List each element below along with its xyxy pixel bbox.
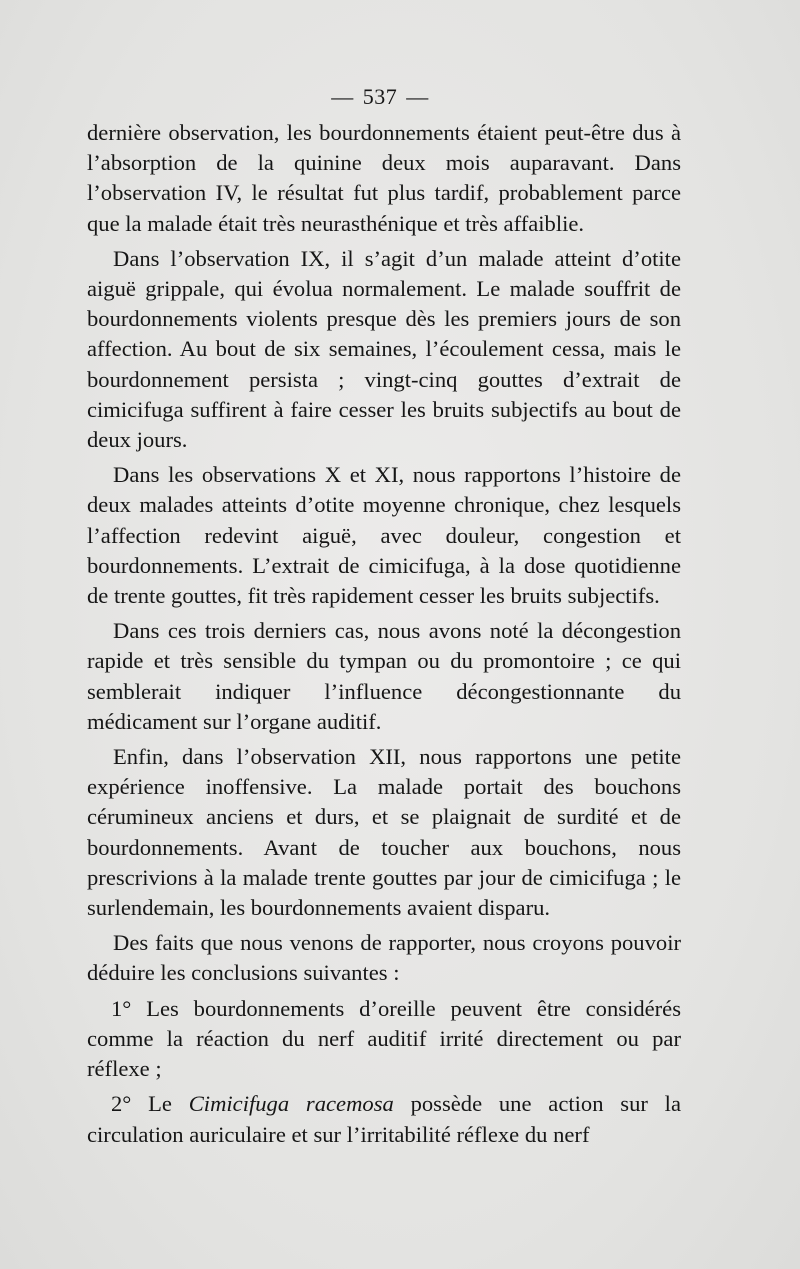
- species-name: Cimicifuga racemosa: [188, 1091, 394, 1117]
- paragraph-three-cases: Dans ces trois derniers cas, nous avons noté la décongestion rapide et très sensible du tympan ou du promontoire ; ce qui semblerait indiquer l’influence décongestionnante du médicament sur l’organe auditif.: [87, 618, 681, 734]
- conclusion-item-2-suffix: possède une action sur la circulation auriculaire et sur l’irritabilité réflexe du nerf: [87, 1091, 681, 1147]
- body-text: [87, 118, 681, 1150]
- page-number: — 537 —: [331, 84, 429, 109]
- conclusion-item-2-prefix: 2° Le: [111, 1091, 189, 1117]
- paragraph-observation-ix: Dans l’observation IX, il s’agit d’un malade atteint d’otite aiguë grippale, qui évolua normalement. Le malade souffrit de bourdonnements violents presque dès les premiers jours de son affection. Au bout de six semaines, l’écoulement cessa, mais le bourdonnement persista ; vingt-cinq gouttes d’extrait de cimicifuga suffirent à faire cesser les bruits subjectifs au bout de deux jours.: [87, 245, 681, 453]
- conclusion-item-1: 1° Les bourdonnements d’oreille peuvent être considérés comme la réaction du nerf auditif irrité directement ou par réflexe ;: [87, 995, 681, 1082]
- conclusion-item-2: [87, 1089, 681, 1149]
- paragraph-continuation: dernière observation, les bourdonnements étaient peut-être dus à l’absorption de la quinine deux mois auparavant. Dans l’observation IV, le résultat fut plus tardif, probablement parce que la malade était très neurasthénique et très affaiblie.: [87, 120, 681, 236]
- paragraph-observations-x-xi: Dans les observations X et XI, nous rapportons l’histoire de deux malades atteints d’otite moyenne chronique, chez lesquels l’affection redevint aiguë, avec douleur, congestion et bourdonnements. L’extrait de cimicifuga, à la dose quotidienne de trente gouttes, fit très rapidement cesser les bruits subjectifs.: [87, 462, 681, 609]
- paragraph-conclusions-intro: Des faits que nous venons de rapporter, nous croyons pouvoir déduire les conclusions suivantes :: [87, 930, 681, 986]
- paragraph-observation-xii: Enfin, dans l’observation XII, nous rapportons une petite expérience inoffensive. La malade portait des bouchons cérumineux anciens et durs, et se plaignait de surdité et de bourdonnements. Avant de toucher aux bouchons, nous prescrivions à la malade trente gouttes par jour de cimicifuga ; le surlendemain, les bourdonnements avaient disparu.: [87, 744, 681, 921]
